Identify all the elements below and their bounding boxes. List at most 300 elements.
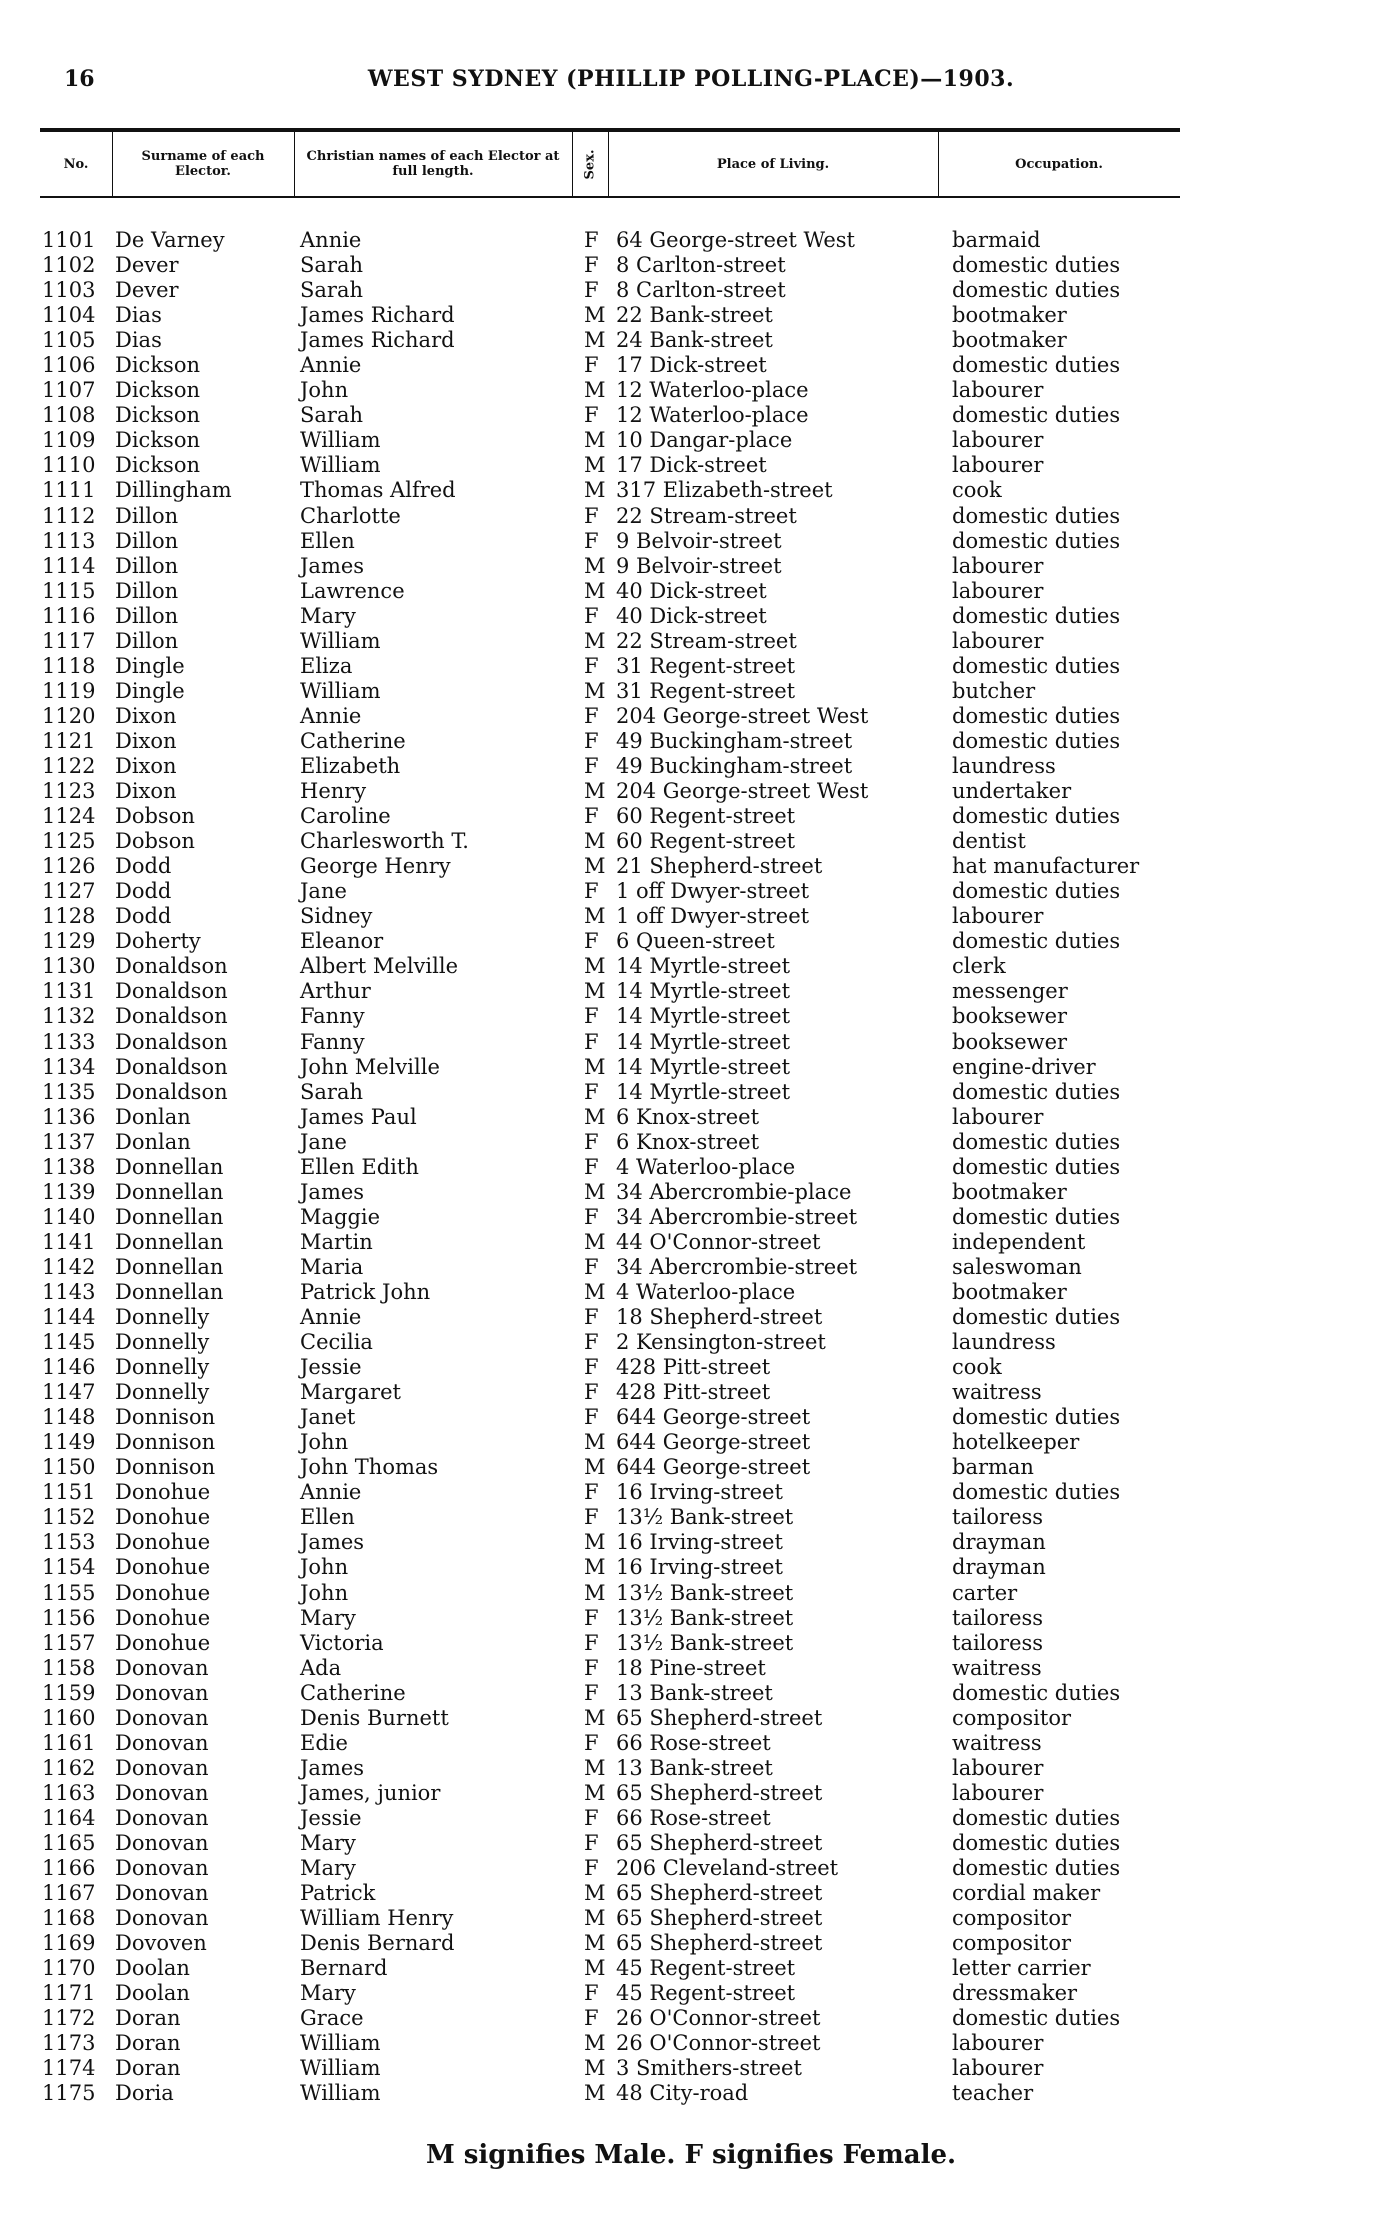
table-row xyxy=(0,1856,1382,1881)
elector-sex: F xyxy=(584,653,599,678)
table-row xyxy=(0,529,1382,554)
elector-place-of-living: 34 Abercrombie-place xyxy=(616,1179,852,1204)
elector-surname: Dillon xyxy=(115,503,179,528)
header-divider xyxy=(608,132,609,196)
elector-occupation: domestic duties xyxy=(952,1154,1121,1179)
elector-sex: F xyxy=(584,1630,599,1655)
elector-sex: M xyxy=(584,1780,606,1805)
elector-place-of-living: 65 Shepherd-street xyxy=(616,1906,823,1931)
elector-place-of-living: 12 Waterloo-place xyxy=(616,378,809,403)
elector-surname: Dever xyxy=(115,278,179,303)
elector-occupation: bootmaker xyxy=(952,328,1067,353)
elector-christian-names: John xyxy=(300,1430,349,1455)
elector-occupation: domestic duties xyxy=(952,1405,1121,1430)
elector-surname: Doolan xyxy=(115,1981,190,2006)
elector-surname: Donaldson xyxy=(115,1054,228,1079)
elector-christian-names: James xyxy=(300,1179,365,1204)
table-row xyxy=(0,228,1382,253)
elector-sex: M xyxy=(584,1580,606,1605)
header-place-of-living: Place of Living. xyxy=(716,156,830,172)
elector-place-of-living: 22 Stream-street xyxy=(616,503,797,528)
elector-number: 1146 xyxy=(42,1355,96,1380)
elector-christian-names: James xyxy=(300,1530,365,1555)
elector-christian-names: Charlesworth T. xyxy=(300,829,469,854)
elector-christian-names: John Melville xyxy=(300,1054,440,1079)
elector-place-of-living: 17 Dick-street xyxy=(616,353,767,378)
elector-occupation: domestic duties xyxy=(952,653,1121,678)
elector-surname: Donovan xyxy=(115,1856,209,1881)
elector-christian-names: Henry xyxy=(300,779,367,804)
table-row xyxy=(0,403,1382,428)
elector-christian-names: Mary xyxy=(300,1981,356,2006)
elector-place-of-living: 204 George-street West xyxy=(616,703,869,728)
elector-sex: F xyxy=(584,1605,599,1630)
elector-surname: Dingle xyxy=(115,678,185,703)
elector-surname: Donovan xyxy=(115,1755,209,1780)
table-row xyxy=(0,2031,1382,2056)
elector-surname: Donaldson xyxy=(115,1004,228,1029)
elector-number: 1169 xyxy=(42,1931,96,1956)
elector-occupation: compositor xyxy=(952,1705,1072,1730)
elector-occupation: waitress xyxy=(952,1655,1042,1680)
elector-surname: Donnellan xyxy=(115,1254,224,1279)
elector-occupation: laundress xyxy=(952,1330,1056,1355)
elector-place-of-living: 26 O'Connor-street xyxy=(616,2006,821,2031)
elector-place-of-living: 65 Shepherd-street xyxy=(616,1931,823,1956)
elector-sex: F xyxy=(584,1204,599,1229)
elector-surname: Doria xyxy=(115,2081,174,2106)
elector-christian-names: Victoria xyxy=(300,1630,384,1655)
elector-christian-names: Edie xyxy=(300,1730,348,1755)
elector-occupation: domestic duties xyxy=(952,278,1121,303)
elector-place-of-living: 22 Stream-street xyxy=(616,628,797,653)
elector-number: 1143 xyxy=(42,1279,96,1304)
elector-number: 1116 xyxy=(42,603,96,628)
elector-place-of-living: 8 Carlton-street xyxy=(616,253,786,278)
table-row xyxy=(0,2056,1382,2081)
elector-christian-names: Jane xyxy=(300,879,347,904)
elector-occupation: domestic duties xyxy=(952,2006,1121,2031)
elector-number: 1130 xyxy=(42,954,96,979)
elector-occupation: bootmaker xyxy=(952,303,1067,328)
elector-christian-names: William xyxy=(300,2081,381,2106)
elector-number: 1144 xyxy=(42,1305,96,1330)
table-row xyxy=(0,1280,1382,1305)
elector-christian-names: Thomas Alfred xyxy=(300,478,456,503)
elector-christian-names: John xyxy=(300,378,349,403)
table-row xyxy=(0,1205,1382,1230)
elector-surname: Donaldson xyxy=(115,954,228,979)
elector-place-of-living: 2 Kensington-street xyxy=(616,1330,826,1355)
elector-occupation: labourer xyxy=(952,378,1044,403)
elector-sex: F xyxy=(584,1079,599,1104)
elector-christian-names: Mary xyxy=(300,1831,356,1855)
elector-surname: Dickson xyxy=(115,453,200,478)
elector-number: 1115 xyxy=(42,578,96,603)
elector-place-of-living: 206 Cleveland-street xyxy=(616,1856,839,1881)
elector-occupation: labourer xyxy=(952,453,1044,478)
elector-christian-names: Mary xyxy=(300,603,356,628)
elector-occupation: tailoress xyxy=(952,1505,1044,1530)
elector-occupation: domestic duties xyxy=(952,603,1121,628)
elector-number: 1157 xyxy=(42,1630,96,1655)
elector-number: 1162 xyxy=(42,1755,96,1780)
elector-occupation: domestic duties xyxy=(952,403,1121,428)
elector-number: 1118 xyxy=(42,653,96,678)
elector-christian-names: Denis Bernard xyxy=(300,1931,455,1956)
elector-christian-names: William xyxy=(300,2031,381,2056)
header-divider xyxy=(572,132,573,196)
table-row xyxy=(0,1155,1382,1180)
elector-number: 1140 xyxy=(42,1204,96,1229)
elector-occupation: compositor xyxy=(952,1931,1072,1956)
elector-christian-names: James xyxy=(300,1755,365,1780)
elector-sex: F xyxy=(584,278,599,303)
elector-surname: De Varney xyxy=(115,228,225,252)
elector-place-of-living: 34 Abercrombie-street xyxy=(616,1254,858,1279)
table-row xyxy=(0,1581,1382,1606)
elector-sex: M xyxy=(584,1279,606,1304)
table-row xyxy=(0,1305,1382,1330)
elector-surname: Doran xyxy=(115,2056,181,2081)
elector-christian-names: William xyxy=(300,453,381,478)
elector-place-of-living: 14 Myrtle-street xyxy=(616,979,791,1004)
elector-number: 1101 xyxy=(42,228,96,252)
elector-occupation: labourer xyxy=(952,2056,1044,2081)
elector-place-of-living: 14 Myrtle-street xyxy=(616,1054,791,1079)
elector-number: 1123 xyxy=(42,779,96,804)
elector-number: 1122 xyxy=(42,753,96,778)
elector-sex: M xyxy=(584,553,606,578)
elector-surname: Donohue xyxy=(115,1580,211,1605)
elector-sex: F xyxy=(584,1380,599,1405)
elector-christian-names: Martin xyxy=(300,1229,373,1254)
elector-surname: Doran xyxy=(115,2031,181,2056)
elector-sex: F xyxy=(584,1505,599,1530)
elector-christian-names: John Thomas xyxy=(300,1455,439,1480)
elector-sex: F xyxy=(584,1004,599,1029)
elector-number: 1150 xyxy=(42,1455,96,1480)
elector-christian-names: Maria xyxy=(300,1254,364,1279)
table-row xyxy=(0,1956,1382,1981)
elector-place-of-living: 44 O'Connor-street xyxy=(616,1229,821,1254)
elector-surname: Doran xyxy=(115,2006,181,2031)
table-row xyxy=(0,1055,1382,1080)
elector-sex: F xyxy=(584,603,599,628)
elector-place-of-living: 14 Myrtle-street xyxy=(616,954,791,979)
table-row xyxy=(0,1505,1382,1530)
table-row xyxy=(0,1906,1382,1931)
header-divider xyxy=(112,132,113,196)
elector-place-of-living: 16 Irving-street xyxy=(616,1555,783,1580)
elector-number: 1164 xyxy=(42,1805,96,1830)
elector-occupation: barman xyxy=(952,1455,1034,1480)
elector-occupation: domestic duties xyxy=(952,353,1121,378)
elector-number: 1149 xyxy=(42,1430,96,1455)
elector-occupation: booksewer xyxy=(952,1004,1068,1029)
elector-surname: Donaldson xyxy=(115,1079,228,1104)
elector-place-of-living: 13½ Bank-street xyxy=(616,1505,794,1530)
elector-christian-names: Fanny xyxy=(300,1029,365,1054)
elector-sex: F xyxy=(584,1480,599,1505)
elector-christian-names: Sarah xyxy=(300,253,363,278)
elector-list xyxy=(0,228,1382,2107)
elector-surname: Donohue xyxy=(115,1530,211,1555)
elector-place-of-living: 18 Pine-street xyxy=(616,1655,766,1680)
elector-christian-names: Maggie xyxy=(300,1204,381,1229)
header-no: No. xyxy=(63,156,89,172)
table-row xyxy=(0,929,1382,954)
elector-surname: Donovan xyxy=(115,1780,209,1805)
elector-christian-names: James xyxy=(300,553,365,578)
table-row xyxy=(0,1405,1382,1430)
elector-occupation: labourer xyxy=(952,428,1044,453)
sex-legend: M signifies Male. F signifies Female. xyxy=(425,2140,957,2170)
elector-place-of-living: 16 Irving-street xyxy=(616,1480,783,1505)
table-row xyxy=(0,278,1382,303)
elector-surname: Donohue xyxy=(115,1480,211,1505)
elector-sex: F xyxy=(584,1029,599,1054)
elector-occupation: cook xyxy=(952,478,1002,503)
elector-sex: F xyxy=(584,2006,599,2031)
elector-christian-names: William xyxy=(300,428,381,453)
elector-sex: M xyxy=(584,1430,606,1455)
elector-place-of-living: 34 Abercrombie-street xyxy=(616,1204,858,1229)
elector-sex: F xyxy=(584,1129,599,1154)
elector-christian-names: William xyxy=(300,678,381,703)
elector-occupation: domestic duties xyxy=(952,1129,1121,1154)
elector-sex: M xyxy=(584,829,606,854)
table-row xyxy=(0,1004,1382,1029)
elector-number: 1137 xyxy=(42,1129,96,1154)
elector-place-of-living: 644 George-street xyxy=(616,1405,811,1430)
table-row xyxy=(0,1255,1382,1280)
elector-surname: Donnelly xyxy=(115,1305,210,1330)
elector-sex: M xyxy=(584,428,606,453)
elector-occupation: domestic duties xyxy=(952,879,1121,904)
elector-number: 1119 xyxy=(42,678,96,703)
elector-place-of-living: 16 Irving-street xyxy=(616,1530,783,1555)
table-row xyxy=(0,579,1382,604)
elector-christian-names: William xyxy=(300,628,381,653)
elector-number: 1121 xyxy=(42,728,96,753)
elector-occupation: labourer xyxy=(952,628,1044,653)
table-row xyxy=(0,1130,1382,1155)
table-row xyxy=(0,378,1382,403)
elector-sex: M xyxy=(584,1956,606,1981)
header-christian-names: Christian names of each Elector at full length. xyxy=(306,149,560,179)
elector-occupation: hat manufacturer xyxy=(952,854,1140,879)
elector-place-of-living: 26 O'Connor-street xyxy=(616,2031,821,2056)
elector-number: 1170 xyxy=(42,1956,96,1981)
elector-place-of-living: 6 Knox-street xyxy=(616,1129,760,1154)
elector-christian-names: Ada xyxy=(300,1655,342,1680)
elector-place-of-living: 204 George-street West xyxy=(616,779,869,804)
elector-sex: M xyxy=(584,678,606,703)
elector-surname: Dever xyxy=(115,253,179,278)
elector-place-of-living: 64 George-street West xyxy=(616,228,855,252)
elector-sex: F xyxy=(584,753,599,778)
elector-occupation: cordial maker xyxy=(952,1881,1101,1906)
elector-christian-names: James Paul xyxy=(300,1104,417,1129)
elector-occupation: dressmaker xyxy=(952,1981,1078,2006)
elector-occupation: labourer xyxy=(952,1755,1044,1780)
table-row xyxy=(0,954,1382,979)
elector-number: 1159 xyxy=(42,1680,96,1705)
page-number: 16 xyxy=(64,66,95,92)
table-row xyxy=(0,1455,1382,1480)
table-row xyxy=(0,779,1382,804)
elector-occupation: cook xyxy=(952,1355,1002,1380)
elector-occupation: teacher xyxy=(952,2081,1034,2106)
elector-place-of-living: 21 Shepherd-street xyxy=(616,854,823,879)
elector-christian-names: John xyxy=(300,1555,349,1580)
elector-christian-names: Catherine xyxy=(300,1680,406,1705)
elector-sex: M xyxy=(584,779,606,804)
elector-sex: M xyxy=(584,2031,606,2056)
elector-place-of-living: 4 Waterloo-place xyxy=(616,1279,796,1304)
elector-christian-names: Ellen xyxy=(300,528,355,553)
elector-surname: Dixon xyxy=(115,728,177,753)
elector-place-of-living: 22 Bank-street xyxy=(616,303,773,328)
elector-sex: M xyxy=(584,1455,606,1480)
elector-sex: F xyxy=(584,879,599,904)
elector-christian-names: James Richard xyxy=(300,303,455,328)
elector-surname: Dobson xyxy=(115,829,195,854)
elector-surname: Dixon xyxy=(115,703,177,728)
elector-surname: Donovan xyxy=(115,1805,209,1830)
elector-occupation: labourer xyxy=(952,1780,1044,1805)
elector-christian-names: Sarah xyxy=(300,403,363,428)
header-divider xyxy=(938,132,939,196)
header-divider xyxy=(294,132,295,196)
elector-sex: F xyxy=(584,528,599,553)
elector-christian-names: Jessie xyxy=(300,1355,362,1380)
table-row xyxy=(0,353,1382,378)
elector-occupation: compositor xyxy=(952,1906,1072,1931)
elector-occupation: domestic duties xyxy=(952,929,1121,954)
elector-number: 1131 xyxy=(42,979,96,1004)
elector-christian-names: Cecilia xyxy=(300,1330,373,1355)
elector-sex: M xyxy=(584,1755,606,1780)
elector-sex: F xyxy=(584,353,599,378)
elector-surname: Dillon xyxy=(115,528,179,553)
elector-occupation: drayman xyxy=(952,1555,1046,1580)
elector-place-of-living: 24 Bank-street xyxy=(616,328,773,353)
elector-place-of-living: 6 Queen-street xyxy=(616,929,775,954)
elector-place-of-living: 6 Knox-street xyxy=(616,1104,760,1129)
elector-place-of-living: 65 Shepherd-street xyxy=(616,1780,823,1805)
elector-place-of-living: 66 Rose-street xyxy=(616,1805,771,1830)
elector-number: 1127 xyxy=(42,879,96,904)
elector-occupation: clerk xyxy=(952,954,1006,979)
elector-number: 1139 xyxy=(42,1179,96,1204)
elector-number: 1103 xyxy=(42,278,96,303)
elector-surname: Donnelly xyxy=(115,1380,210,1405)
elector-surname: Doolan xyxy=(115,1956,190,1981)
elector-surname: Donnellan xyxy=(115,1154,224,1179)
elector-place-of-living: 48 City-road xyxy=(616,2081,749,2106)
elector-christian-names: James Richard xyxy=(300,328,455,353)
elector-place-of-living: 428 Pitt-street xyxy=(616,1380,771,1405)
elector-surname: Donovan xyxy=(115,1705,209,1730)
elector-occupation: domestic duties xyxy=(952,703,1121,728)
table-row xyxy=(0,1781,1382,1806)
elector-christian-names: Catherine xyxy=(300,728,406,753)
elector-place-of-living: 17 Dick-street xyxy=(616,453,767,478)
elector-sex: F xyxy=(584,1805,599,1830)
elector-christian-names: Sarah xyxy=(300,278,363,303)
elector-occupation: bootmaker xyxy=(952,1279,1067,1304)
table-row xyxy=(0,1430,1382,1455)
table-header xyxy=(0,132,1382,196)
elector-place-of-living: 9 Belvoir-street xyxy=(616,553,782,578)
elector-sex: M xyxy=(584,1054,606,1079)
elector-christian-names: George Henry xyxy=(300,854,451,879)
table-row xyxy=(0,1105,1382,1130)
elector-christian-names: Charlotte xyxy=(300,503,401,528)
elector-occupation: saleswoman xyxy=(952,1254,1082,1279)
elector-occupation: domestic duties xyxy=(952,1856,1121,1881)
elector-surname: Dillon xyxy=(115,603,179,628)
elector-sex: M xyxy=(584,1906,606,1931)
elector-number: 1120 xyxy=(42,703,96,728)
elector-christian-names: Jessie xyxy=(300,1805,362,1830)
elector-occupation: labourer xyxy=(952,1104,1044,1129)
table-row xyxy=(0,554,1382,579)
elector-number: 1114 xyxy=(42,553,96,578)
elector-christian-names: John xyxy=(300,1580,349,1605)
elector-number: 1173 xyxy=(42,2031,96,2056)
elector-occupation: laundress xyxy=(952,753,1056,778)
elector-number: 1105 xyxy=(42,328,96,353)
elector-christian-names: Bernard xyxy=(300,1956,388,1981)
elector-occupation: domestic duties xyxy=(952,1079,1121,1104)
table-row xyxy=(0,1881,1382,1906)
elector-sex: M xyxy=(584,328,606,353)
elector-occupation: engine-driver xyxy=(952,1054,1096,1079)
elector-place-of-living: 1 off Dwyer-street xyxy=(616,904,810,929)
elector-sex: F xyxy=(584,1355,599,1380)
elector-sex: M xyxy=(584,303,606,328)
elector-place-of-living: 13 Bank-street xyxy=(616,1755,773,1780)
elector-place-of-living: 10 Dangar-place xyxy=(616,428,793,453)
elector-number: 1141 xyxy=(42,1229,96,1254)
elector-number: 1161 xyxy=(42,1730,96,1755)
table-row xyxy=(0,1831,1382,1856)
table-row xyxy=(0,1555,1382,1580)
elector-surname: Dingle xyxy=(115,653,185,678)
elector-number: 1142 xyxy=(42,1254,96,1279)
elector-place-of-living: 1 off Dwyer-street xyxy=(616,879,810,904)
elector-surname: Donlan xyxy=(115,1129,191,1154)
elector-place-of-living: 644 George-street xyxy=(616,1455,811,1480)
elector-sex: M xyxy=(584,1705,606,1730)
elector-number: 1104 xyxy=(42,303,96,328)
elector-surname: Dias xyxy=(115,303,162,328)
elector-place-of-living: 31 Regent-street xyxy=(616,653,796,678)
elector-surname: Dillingham xyxy=(115,478,232,503)
elector-christian-names: Patrick John xyxy=(300,1279,431,1304)
elector-sex: F xyxy=(584,1831,599,1855)
elector-surname: Donaldson xyxy=(115,1029,228,1054)
elector-sex: F xyxy=(584,1856,599,1881)
elector-surname: Dovoven xyxy=(115,1931,207,1956)
elector-sex: M xyxy=(584,628,606,653)
elector-place-of-living: 65 Shepherd-street xyxy=(616,1831,823,1855)
table-row xyxy=(0,2006,1382,2031)
elector-place-of-living: 14 Myrtle-street xyxy=(616,1029,791,1054)
